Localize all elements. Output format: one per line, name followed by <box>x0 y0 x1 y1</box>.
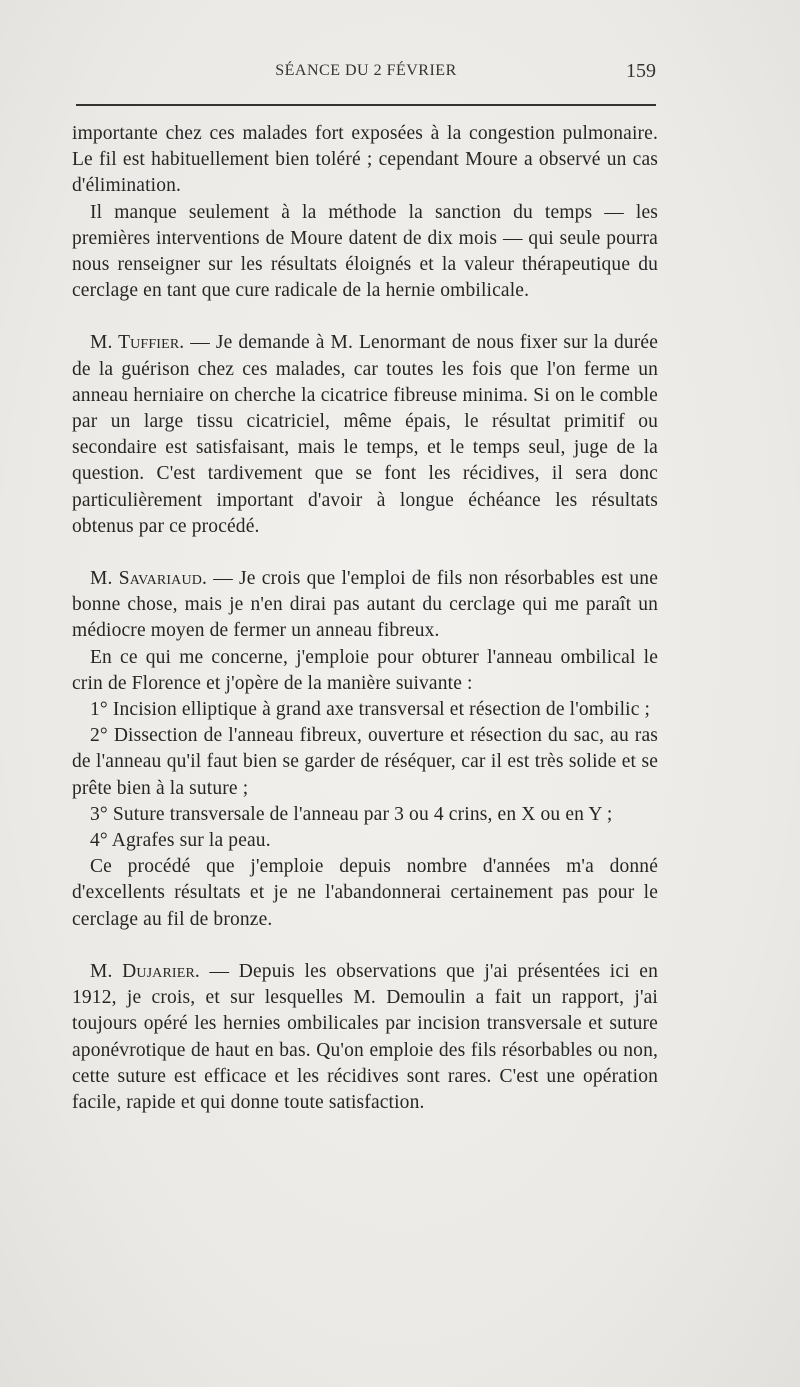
savariaud-text: — Je crois que l'emploi de fils non résorbables est une bonne chose, mais je n'en dirai pas autant du cerclage qui me paraît un médiocre moyen de fermer un anneau fibreux. <box>72 568 659 642</box>
body-text <box>72 121 658 1116</box>
header-rule <box>76 104 656 106</box>
intervention-tuffier <box>72 330 658 540</box>
method-step-2: 2° Dissection de l'anneau fibreux, ouverture et résection du sac, au ras de l'anneau qu'il faut bien se garder de réséquer, car il est très solide et se prête bien à la suture ; <box>72 725 658 799</box>
method-step-1: 1° Incision elliptique à grand axe transversal et résection de l'ombilic ; <box>90 699 651 721</box>
page-number: 159 <box>626 60 656 82</box>
savariaud-conclusion: Ce procédé que j'emploie depuis nombre d'années m'a donné d'excellents résultats et je ne l'abandonnerai certainement pas pour le cerclage au fil de bronze. <box>72 856 658 930</box>
paragraph-time-sanction: Il manque seulement à la méthode la sanction du temps — les premières interventions de Moure datent de dix mois — qui seule pourra nous renseigner sur les résultats éloignés et la valeur thérapeutique du cerclage en tant que cure radicale de la hernie ombilicale. <box>72 201 658 302</box>
dujarier-text: — Depuis les observations que j'ai présentées ici en 1912, je crois, et sur lesquelles M. Demoulin a fait un rapport, j'ai toujours opéré les hernies ombilicales par incision transversale et suture aponévrotique de haut en bas. Qu'on emploie des fils résorbables ou non, cette suture est efficace et les récidives sont rares. C'est une opération facile, rapide et qui donne toute satisfaction. <box>72 960 659 1113</box>
tuffier-text: — Je demande à M. Lenormant de nous fixer sur la durée de la guérison chez ces malades, car toutes les fois que l'on ferme un anneau herniaire on cherche la cicatrice fibreuse minima. Si on le comble par un large tissu cicatriciel, même épais, le résultat primitif ou secondaire est satisfaisant, mais le temps, et le temps seul, juge de la question. C'est tardivement que se font les récidives, il sera donc particulièrement important d'avoir à longue échéance les résultats obtenus par ce procédé. <box>72 332 658 537</box>
speaker-savariaud: M. Savariaud. <box>90 568 207 590</box>
page-header <box>72 62 660 88</box>
running-title: SÉANCE DU 2 FÉVRIER <box>275 62 457 79</box>
speaker-dujarier: M. Dujarier. <box>90 960 200 982</box>
speaker-tuffier: M. Tuffier. <box>90 332 185 354</box>
intervention-dujarier <box>72 959 658 1116</box>
method-step-3: 3° Suture transversale de l'anneau par 3 ou 4 crins, en X ou en Y ; <box>90 803 613 825</box>
paragraph-continuation: importante chez ces malades fort exposées à la congestion pulmonaire. Le fil est habituellement bien toléré ; cependant Moure a observé un cas d'élimination. <box>72 123 658 197</box>
method-step-4: 4° Agrafes sur la peau. <box>90 830 271 852</box>
intervention-savariaud <box>72 566 658 645</box>
savariaud-method-intro: En ce qui me concerne, j'emploie pour obturer l'anneau ombilical le crin de Florence et j'opère de la manière suivante : <box>72 646 658 694</box>
